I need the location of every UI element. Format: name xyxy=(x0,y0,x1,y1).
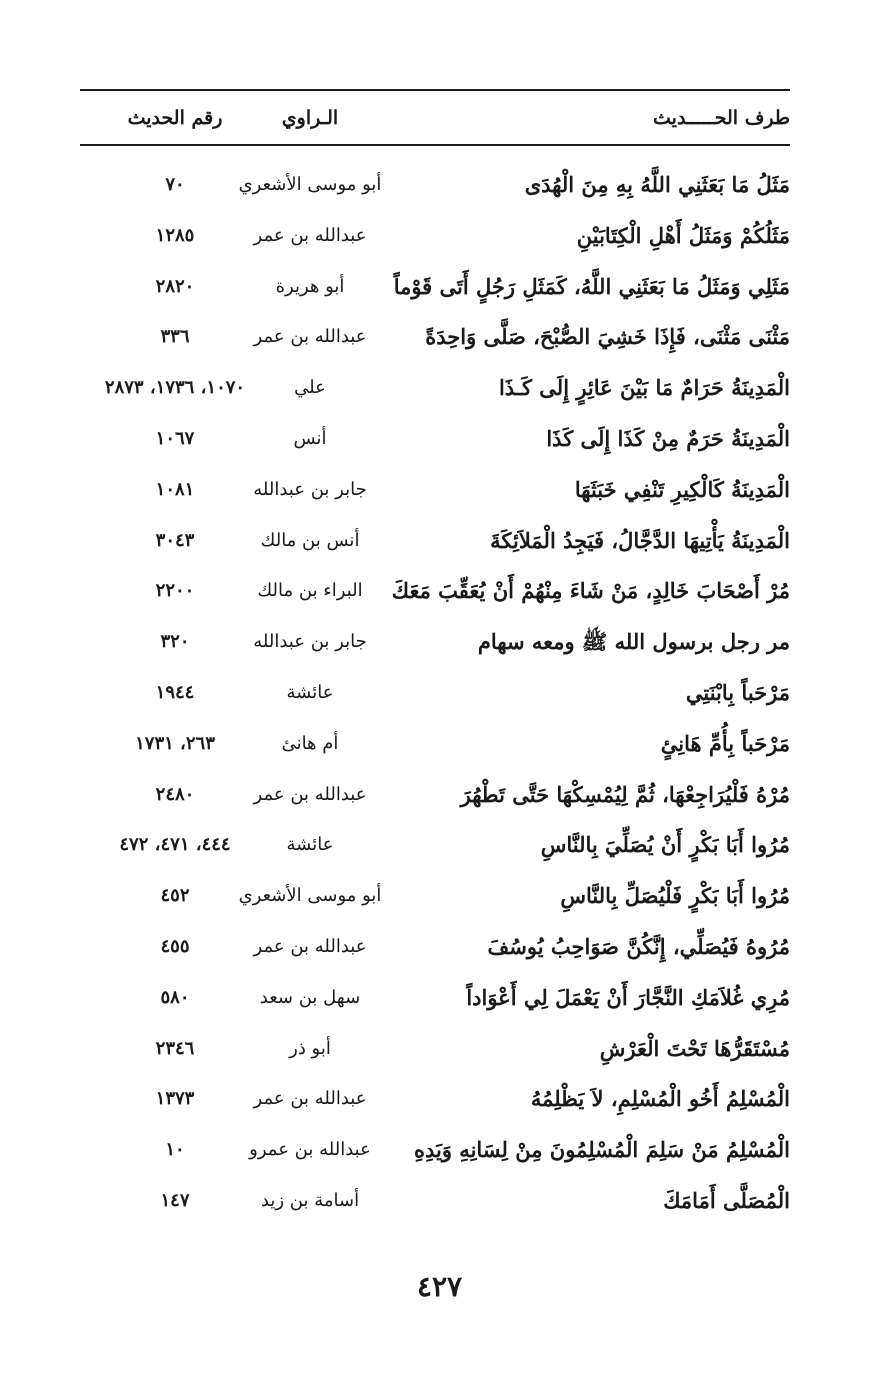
hadith-text: مُرِي غُلاَمَكِ النَّجَّارَ أَنْ يَعْمَلَ لِي أَعْوَاداً xyxy=(466,984,790,1010)
hadith-number: ١٢٨٥ xyxy=(155,224,195,246)
narrator: جابر بن عبدالله xyxy=(253,478,367,500)
table-row xyxy=(80,312,790,363)
hadith-text: مَرْحَباً بِأُمِّ هَانِئٍ xyxy=(660,730,790,756)
hadith-number: ١٠٨١ xyxy=(155,478,195,500)
table-row xyxy=(80,566,790,617)
table-row xyxy=(80,973,790,1024)
hadith-number: ٢٢٠٠ xyxy=(155,580,195,602)
hadith-text: مَثَلُ مَا بَعَثَنِي اللَّهُ بِهِ مِنَ الْهُدَى xyxy=(524,172,790,197)
table-row xyxy=(80,617,790,668)
table-row xyxy=(80,871,790,922)
hadith-text: الْمُسْلِمُ مَنْ سَلِمَ الْمُسْلِمُونَ مِنْ لِسَانِهِ وَيَدِهِ xyxy=(413,1137,790,1163)
hadith-number: ١٠ xyxy=(165,1139,185,1161)
table-row xyxy=(80,414,790,465)
table-row xyxy=(80,211,790,262)
hadith-number: ١٠٧٠، ١٧٣٦، ٢٨٧٣ xyxy=(104,377,246,399)
hadith-number: ١٠٦٧ xyxy=(155,427,195,449)
hadith-number: ٣٠٤٣ xyxy=(155,529,195,551)
narrator: أنس xyxy=(293,427,327,449)
table-row xyxy=(80,1176,790,1227)
hadith-text: مَثَلِي وَمَثَلُ مَا بَعَثَنِي اللَّهُ، كَمَثَلِ رَجُلٍ أَتَى قَوْماً xyxy=(393,273,790,299)
table-row xyxy=(80,820,790,871)
narrator: عبدالله بن عمر xyxy=(253,326,367,348)
hadith-text: الْمَدِينَةُ يَأْتِيهَا الدَّجَّالُ، فَيَجِدُ الْمَلاَئِكَةَ xyxy=(490,527,790,553)
hadith-number: ١٤٧ xyxy=(160,1189,190,1211)
hadith-text: الْمُسْلِمُ أَخُو الْمُسْلِمِ، لاَ يَظْلِمُهُ xyxy=(530,1086,790,1112)
hadith-text: الْمُصَلَّى أَمَامَكَ xyxy=(663,1187,790,1213)
narrator: عبدالله بن عمر xyxy=(253,224,367,246)
table-row xyxy=(80,363,790,414)
hadith-text: الْمَدِينَةُ حَرَامٌ مَا بَيْنَ عَائِرٍ إِلَى كَـذَا xyxy=(498,375,790,401)
narrator: أبو موسى الأشعري xyxy=(238,174,382,195)
table-row xyxy=(80,262,790,313)
hadith-number: ٢٤٨٠ xyxy=(155,783,195,805)
hadith-number: ٣٣٦ xyxy=(160,326,190,348)
table-row xyxy=(80,516,790,567)
narrator: أسامة بن زيد xyxy=(260,1189,360,1211)
narrator: عبدالله بن عمر xyxy=(253,783,367,805)
narrator: أبو ذر xyxy=(289,1037,331,1059)
hadith-number: ٤٥٢ xyxy=(160,885,190,907)
table-row xyxy=(80,465,790,516)
hadith-text: مر رجل برسول الله ﷺ ومعه سهام xyxy=(477,629,790,655)
hadith-number: ٣٢٠ xyxy=(160,631,190,653)
header-hadith-number: رقم الحديث xyxy=(127,107,223,129)
hadith-number: ٤٥٥ xyxy=(160,935,190,957)
hadith-text: مُرْ أَصْحَابَ خَالِدٍ، مَنْ شَاءَ مِنْهُمْ أَنْ يُعَقِّبَ مَعَكَ xyxy=(391,578,790,604)
hadith-text: مُرُوا أَبَا بَكْرٍ أَنْ يُصَلِّيَ بِالنَّاسِ xyxy=(540,832,790,858)
table-row xyxy=(80,160,790,211)
header-hadith-text: طرف الحـــــديث xyxy=(653,107,790,129)
hadith-text: مُرْهُ فَلْيُرَاجِعْهَا، ثُمَّ لِيُمْسِكْهَا حَتَّى تَطْهُرَ xyxy=(460,781,790,807)
hadith-number: ٢٦٣، ١٧٣١ xyxy=(135,732,215,754)
hadith-text: الْمَدِينَةُ حَرَمٌ مِنْ كَذَا إِلَى كَذَا xyxy=(546,425,790,451)
table-row xyxy=(80,1024,790,1075)
hadith-number: ١٣٧٣ xyxy=(155,1088,195,1110)
hadith-index-table xyxy=(80,160,790,1227)
hadith-text: مَثْنَى مَثْنَى، فَإِذَا خَشِيَ الصُّبْحَ، صَلَّى وَاحِدَةً xyxy=(425,324,790,350)
narrator: عبدالله بن عمر xyxy=(253,935,367,957)
narrator: عائشة xyxy=(286,681,334,703)
hadith-text: الْمَدِينَةُ كَالْكِيرِ تَنْفِي خَبَثَهَا xyxy=(574,476,790,502)
hadith-number: ٢٨٢٠ xyxy=(155,275,195,297)
table-row xyxy=(80,668,790,719)
hadith-text: مُسْتَقَرُّهَا تَحْتَ الْعَرْشِ xyxy=(599,1035,790,1061)
table-row xyxy=(80,719,790,770)
narrator: أم هانئ xyxy=(281,732,339,754)
hadith-text: مُرُوهُ فَيُصَلِّي، إِنَّكُنَّ صَوَاحِبُ يُوسُفَ xyxy=(487,933,790,959)
narrator: علي xyxy=(294,377,326,399)
hadith-number: ٢٣٤٦ xyxy=(155,1037,195,1059)
hadith-text: مُرُوا أَبَا بَكْرٍ فَلْيُصَلِّ بِالنَّاسِ xyxy=(560,883,790,909)
narrator: عبدالله بن عمرو xyxy=(249,1139,371,1161)
hadith-text: مَرْحَباً بِابْنَتِي xyxy=(685,679,790,705)
page-number: ٤٢٧ xyxy=(416,1270,463,1303)
hadith-number: ٧٠ xyxy=(165,174,185,195)
table-row xyxy=(80,770,790,821)
narrator: أبو موسى الأشعري xyxy=(238,885,382,907)
narrator: أنس بن مالك xyxy=(260,529,360,551)
top-rule xyxy=(80,89,790,91)
table-header xyxy=(80,98,790,138)
narrator: عائشة xyxy=(286,834,334,856)
table-row xyxy=(80,1125,790,1176)
header-narrator: الـراوي xyxy=(281,107,339,129)
narrator: البراء بن مالك xyxy=(257,580,363,602)
hadith-number: ١٩٤٤ xyxy=(155,681,195,703)
table-row xyxy=(80,1074,790,1125)
narrator: أبو هريرة xyxy=(275,275,345,297)
hadith-text: مَثَلُكُمْ وَمَثَلُ أَهْلِ الْكِتَابَيْنِ xyxy=(576,222,790,248)
table-row xyxy=(80,922,790,973)
narrator: جابر بن عبدالله xyxy=(253,631,367,653)
narrator: عبدالله بن عمر xyxy=(253,1088,367,1110)
narrator: سهل بن سعد xyxy=(259,986,361,1008)
hadith-number: ٥٨٠ xyxy=(160,986,190,1008)
header-rule xyxy=(80,144,790,146)
hadith-number: ٤٤٤، ٤٧١، ٤٧٢ xyxy=(119,834,231,856)
